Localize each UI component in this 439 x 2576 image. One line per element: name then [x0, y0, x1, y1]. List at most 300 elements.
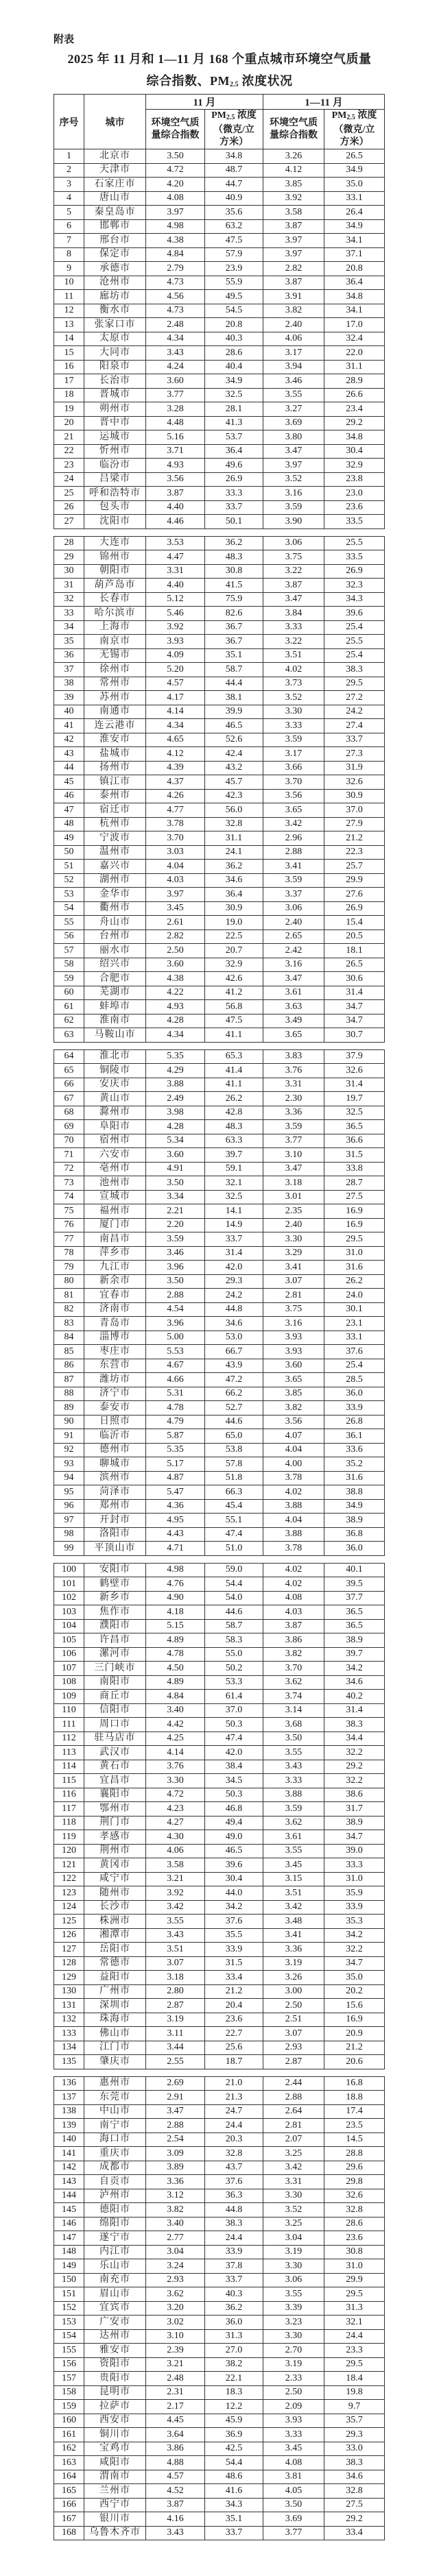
- header-city: 城市: [84, 95, 146, 149]
- table-row: [54, 1485, 385, 1500]
- cell-city: 日照市: [84, 1415, 146, 1429]
- cell-jannov-index: 3.56: [263, 789, 324, 803]
- cell-no: 147: [54, 2231, 84, 2246]
- cell-jannov-pm: 23.6: [324, 500, 385, 515]
- cell-no: 157: [54, 2372, 84, 2386]
- header-pm25-line2: （微克/立: [333, 125, 375, 135]
- cell-jannov-index: 3.52: [263, 472, 324, 487]
- cell-nov-index: 3.60: [146, 958, 205, 972]
- cell-no: 1: [54, 149, 84, 164]
- cell-no: 58: [54, 958, 84, 972]
- table-page-1: [54, 94, 385, 529]
- cell-nov-index: 4.79: [146, 1415, 205, 1429]
- cell-jannov-pm: 22.3: [324, 845, 385, 860]
- cell-nov-index: 4.06: [146, 1844, 205, 1858]
- cell-nov-pm: 59.0: [205, 1563, 263, 1577]
- cell-no: 26: [54, 500, 84, 515]
- cell-nov-pm: 43.2: [205, 761, 263, 775]
- cell-no: 33: [54, 607, 84, 621]
- cell-city: 郑州市: [84, 1499, 146, 1514]
- cell-nov-index: 2.49: [146, 1092, 205, 1106]
- cell-no: 136: [54, 2076, 84, 2091]
- cell-no: 20: [54, 416, 84, 430]
- table-row: [54, 2133, 385, 2147]
- cell-city: 宿州市: [84, 1134, 146, 1148]
- cell-nov-index: 2.61: [146, 916, 205, 930]
- cell-no: 93: [54, 1457, 84, 1472]
- cell-nov-index: 5.87: [146, 1429, 205, 1444]
- cell-city: 朝阳市: [84, 564, 146, 579]
- cell-jannov-index: 3.25: [263, 2217, 324, 2231]
- cell-jannov-index: 3.52: [263, 691, 324, 705]
- cell-city: 阳泉市: [84, 360, 146, 374]
- cell-city: 绵阳市: [84, 2217, 146, 2231]
- cell-nov-index: 4.87: [146, 1471, 205, 1485]
- table-row: [54, 1619, 385, 1633]
- table-row: [54, 1499, 385, 1514]
- table-row: [54, 2175, 385, 2189]
- cell-city: 西安市: [84, 2414, 146, 2428]
- cell-nov-index: 3.51: [146, 1943, 205, 1957]
- cell-jannov-index: 3.62: [263, 1816, 324, 1830]
- cell-no: 75: [54, 1204, 84, 1219]
- cell-nov-pm: 35.1: [205, 2512, 263, 2527]
- cell-nov-pm: 51.8: [205, 1471, 263, 1485]
- cell-jannov-pm: 27.4: [324, 719, 385, 733]
- cell-nov-index: 4.34: [146, 719, 205, 733]
- cell-nov-pm: 44.7: [205, 178, 263, 192]
- cell-jannov-pm: 24.2: [324, 705, 385, 719]
- cell-nov-index: 4.89: [146, 1633, 205, 1648]
- table-row: [54, 1457, 385, 1472]
- cell-nov-index: 4.56: [146, 290, 205, 304]
- cell-nov-index: 4.43: [146, 1527, 205, 1542]
- cell-nov-index: 3.93: [146, 635, 205, 649]
- cell-no: 162: [54, 2442, 84, 2456]
- cell-nov-index: 3.92: [146, 620, 205, 635]
- cell-jannov-index: 4.08: [263, 1591, 324, 1605]
- cell-jannov-pm: 27.9: [324, 817, 385, 831]
- cell-no: 119: [54, 1830, 84, 1845]
- cell-jannov-index: 2.87: [263, 2055, 324, 2069]
- cell-no: 135: [54, 2055, 84, 2069]
- cell-nov-pm: 37.6: [205, 1915, 263, 1929]
- cell-city: 银川市: [84, 2512, 146, 2527]
- cell-no: 41: [54, 719, 84, 733]
- cell-city: 渭南市: [84, 2470, 146, 2484]
- table-row: [54, 761, 385, 775]
- cell-city: 南阳市: [84, 1675, 146, 1690]
- annex-label: 附表: [54, 34, 75, 45]
- cell-jannov-pm: 38.3: [324, 1718, 385, 1732]
- cell-city: 长治市: [84, 374, 146, 389]
- cell-jannov-pm: 29.9: [324, 873, 385, 888]
- cell-jannov-index: 2.30: [263, 1092, 324, 1106]
- cell-nov-pm: 30.4: [205, 1872, 263, 1886]
- cell-city: 海口市: [84, 2133, 146, 2147]
- cell-jannov-index: 3.41: [263, 860, 324, 874]
- cell-jannov-index: 3.82: [263, 1401, 324, 1415]
- cell-jannov-pm: 36.4: [324, 276, 385, 290]
- table-row: [54, 1690, 385, 1704]
- cell-no: 96: [54, 1499, 84, 1514]
- cell-no: 32: [54, 592, 84, 607]
- table-row: [54, 1527, 385, 1542]
- table-row: [54, 2027, 385, 2041]
- cell-nov-index: 2.31: [146, 2385, 205, 2400]
- cell-jannov-pm: 32.1: [324, 2316, 385, 2330]
- cell-no: 6: [54, 219, 84, 234]
- cell-nov-pm: 59.1: [205, 1162, 263, 1176]
- cell-jannov-index: 2.50: [263, 1999, 324, 2013]
- cell-jannov-pm: 34.8: [324, 290, 385, 304]
- cell-jannov-index: 3.60: [263, 1359, 324, 1373]
- table-row: [54, 635, 385, 649]
- cell-city: 衡水市: [84, 304, 146, 318]
- table-row: [54, 916, 385, 930]
- cell-nov-pm: 30.8: [205, 564, 263, 579]
- cell-jannov-index: 3.85: [263, 178, 324, 192]
- cell-jannov-pm: 18.4: [324, 2372, 385, 2386]
- cell-no: 82: [54, 1302, 84, 1317]
- cell-city: 商丘市: [84, 1690, 146, 1704]
- cell-nov-pm: 55.0: [205, 1647, 263, 1662]
- cell-nov-pm: 75.9: [205, 592, 263, 607]
- cell-city: 扬州市: [84, 761, 146, 775]
- cell-jannov-index: 3.19: [263, 1956, 324, 1971]
- cell-nov-pm: 41.1: [205, 1078, 263, 1092]
- cell-no: 63: [54, 1028, 84, 1043]
- table-row: [54, 262, 385, 276]
- cell-city: 吕梁市: [84, 472, 146, 487]
- cell-nov-pm: 56.0: [205, 803, 263, 818]
- table-row: [54, 2287, 385, 2302]
- cell-no: 2: [54, 163, 84, 178]
- table-row: [54, 648, 385, 663]
- cell-no: 51: [54, 860, 84, 874]
- cell-jannov-index: 3.93: [263, 2414, 324, 2428]
- cell-jannov-index: 3.06: [263, 901, 324, 916]
- cell-jannov-pm: 33.9: [324, 1401, 385, 1415]
- table-row: [54, 332, 385, 346]
- cell-jannov-pm: 25.5: [324, 536, 385, 550]
- cell-nov-index: 3.50: [146, 1176, 205, 1191]
- cell-jannov-pm: 15.4: [324, 916, 385, 930]
- cell-city: 安阳市: [84, 1563, 146, 1577]
- cell-city: 东营市: [84, 1359, 146, 1373]
- cell-city: 石家庄市: [84, 178, 146, 192]
- cell-no: 7: [54, 234, 84, 248]
- cell-jannov-pm: 34.7: [324, 1956, 385, 1971]
- table-row: [54, 1345, 385, 1359]
- table-row: [54, 2091, 385, 2105]
- cell-jannov-index: 4.07: [263, 1429, 324, 1444]
- table-row: [54, 416, 385, 430]
- table-row: [54, 1162, 385, 1176]
- cell-nov-index: 4.77: [146, 803, 205, 818]
- cell-nov-pm: 47.4: [205, 1731, 263, 1746]
- page-title-line2: [0, 71, 439, 89]
- cell-nov-index: 4.24: [146, 360, 205, 374]
- table-row: [54, 1591, 385, 1605]
- table-row: [54, 1049, 385, 1064]
- cell-city: 滁州市: [84, 1106, 146, 1120]
- table-row: [54, 1190, 385, 1204]
- cell-jannov-index: 3.97: [263, 234, 324, 248]
- cell-nov-pm: 37.0: [205, 1703, 263, 1718]
- cell-jannov-pm: 38.3: [324, 663, 385, 677]
- cell-nov-pm: 65.3: [205, 1049, 263, 1064]
- cell-jannov-index: 3.19: [263, 2245, 324, 2259]
- cell-jannov-pm: 18.1: [324, 944, 385, 958]
- table-row: [54, 607, 385, 621]
- cell-jannov-pm: 18.8: [324, 2091, 385, 2105]
- table-row: [54, 2385, 385, 2400]
- cell-no: 27: [54, 515, 84, 529]
- table-row: [54, 733, 385, 747]
- cell-city: 宜春市: [84, 1289, 146, 1303]
- cell-jannov-pm: 29.5: [324, 2357, 385, 2372]
- table-row: [54, 1915, 385, 1929]
- cell-jannov-pm: 38.6: [324, 1788, 385, 1802]
- cell-nov-pm: 49.0: [205, 1830, 263, 1845]
- cell-jannov-pm: 16.8: [324, 2076, 385, 2091]
- cell-nov-index: 4.72: [146, 163, 205, 178]
- cell-nov-pm: 22.1: [205, 2372, 263, 2386]
- table-row: [54, 2301, 385, 2316]
- cell-jannov-index: 3.80: [263, 430, 324, 445]
- cell-jannov-index: 3.23: [263, 2316, 324, 2330]
- cell-jannov-index: 3.69: [263, 416, 324, 430]
- table-row: [54, 2013, 385, 2027]
- cell-no: 158: [54, 2385, 84, 2400]
- cell-city: 南京市: [84, 635, 146, 649]
- table-row: [54, 1028, 385, 1043]
- cell-jannov-pm: 28.8: [324, 2147, 385, 2161]
- cell-jannov-index: 3.22: [263, 635, 324, 649]
- table-row: [54, 234, 385, 248]
- table-row: [54, 845, 385, 860]
- cell-nov-pm: 46.5: [205, 719, 263, 733]
- table-row: [54, 1176, 385, 1191]
- cell-nov-pm: 33.7: [205, 500, 263, 515]
- cell-jannov-index: 3.26: [263, 149, 324, 164]
- cell-nov-pm: 51.0: [205, 1542, 263, 1556]
- cell-nov-pm: 34.6: [205, 873, 263, 888]
- cell-nov-pm: 40.3: [205, 332, 263, 346]
- cell-city: 邢台市: [84, 234, 146, 248]
- cell-no: 128: [54, 1956, 84, 1971]
- cell-nov-index: 2.88: [146, 2119, 205, 2133]
- table-row: [54, 747, 385, 762]
- cell-city: 福州市: [84, 1204, 146, 1219]
- cell-no: 144: [54, 2189, 84, 2203]
- cell-nov-pm: 44.4: [205, 677, 263, 691]
- cell-city: 江门市: [84, 2041, 146, 2055]
- cell-nov-pm: 49.4: [205, 1816, 263, 1830]
- cell-no: 98: [54, 1527, 84, 1542]
- cell-jannov-index: 3.36: [263, 1943, 324, 1957]
- cell-jannov-index: 3.47: [263, 972, 324, 986]
- cell-jannov-index: 3.61: [263, 1830, 324, 1845]
- header-pm25-line3: 方米）: [220, 137, 248, 147]
- cell-nov-index: 4.08: [146, 191, 205, 206]
- cell-jannov-index: 3.27: [263, 402, 324, 417]
- cell-jannov-pm: 37.0: [324, 803, 385, 818]
- cell-nov-index: 3.55: [146, 1915, 205, 1929]
- cell-nov-index: 2.48: [146, 318, 205, 332]
- cell-city: 新余市: [84, 1274, 146, 1289]
- cell-jannov-index: 4.02: [263, 663, 324, 677]
- cell-no: 56: [54, 929, 84, 944]
- cell-nov-index: 4.03: [146, 873, 205, 888]
- table-row: [54, 901, 385, 916]
- cell-nov-pm: 45.9: [205, 2414, 263, 2428]
- cell-jannov-pm: 15.6: [324, 1999, 385, 2013]
- cell-jannov-pm: 32.9: [324, 459, 385, 473]
- cell-jannov-index: 2.33: [263, 2372, 324, 2386]
- cell-nov-pm: 52.7: [205, 1401, 263, 1415]
- table-row: [54, 2189, 385, 2203]
- cell-jannov-pm: 23.5: [324, 2119, 385, 2133]
- table-row: [54, 2055, 385, 2069]
- cell-city: 常州市: [84, 677, 146, 691]
- cell-jannov-index: 3.73: [263, 677, 324, 691]
- cell-nov-index: 3.12: [146, 2189, 205, 2203]
- cell-no: 38: [54, 677, 84, 691]
- cell-city: 广州市: [84, 1984, 146, 1999]
- cell-nov-index: 2.21: [146, 1204, 205, 1219]
- cell-city: 咸阳市: [84, 2456, 146, 2470]
- cell-city: 锦州市: [84, 550, 146, 565]
- cell-city: 泸州市: [84, 2189, 146, 2203]
- cell-nov-pm: 23.6: [205, 2013, 263, 2027]
- cell-nov-index: 3.76: [146, 1760, 205, 1774]
- cell-city: 濮阳市: [84, 1619, 146, 1633]
- cell-jannov-index: 3.88: [263, 1499, 324, 1514]
- cell-jannov-index: 3.16: [263, 958, 324, 972]
- cell-jannov-pm: 20.2: [324, 1984, 385, 1999]
- cell-nov-pm: 34.6: [205, 1317, 263, 1331]
- cell-nov-pm: 24.1: [205, 845, 263, 860]
- cell-jannov-index: 3.58: [263, 206, 324, 220]
- table-row: [54, 789, 385, 803]
- header-pm25: [205, 110, 263, 149]
- cell-no: 60: [54, 986, 84, 1000]
- cell-nov-pm: 30.9: [205, 901, 263, 916]
- cell-nov-index: 3.43: [146, 2526, 205, 2540]
- cell-nov-index: 4.38: [146, 972, 205, 986]
- cell-city: 厦门市: [84, 1218, 146, 1232]
- cell-city: 铜川市: [84, 2428, 146, 2442]
- cell-jannov-pm: 25.4: [324, 648, 385, 663]
- cell-nov-index: 3.97: [146, 888, 205, 902]
- cell-jannov-index: 3.88: [263, 1788, 324, 1802]
- table-row: [54, 986, 385, 1000]
- cell-no: 106: [54, 1647, 84, 1662]
- table-row: [54, 1816, 385, 1830]
- cell-no: 129: [54, 1971, 84, 1985]
- cell-no: 39: [54, 691, 84, 705]
- table-row: [54, 430, 385, 445]
- cell-city: 葫芦岛市: [84, 579, 146, 593]
- cell-jannov-pm: 30.8: [324, 2245, 385, 2259]
- table-row: [54, 2217, 385, 2231]
- cell-city: 佛山市: [84, 2027, 146, 2041]
- cell-no: 81: [54, 1289, 84, 1303]
- cell-city: 株洲市: [84, 1915, 146, 1929]
- cell-no: 59: [54, 972, 84, 986]
- cell-no: 99: [54, 1542, 84, 1556]
- cell-no: 66: [54, 1078, 84, 1092]
- cell-nov-pm: 63.3: [205, 1134, 263, 1148]
- cell-nov-pm: 32.5: [205, 1190, 263, 1204]
- cell-jannov-pm: 34.9: [324, 1499, 385, 1514]
- cell-jannov-index: 3.06: [263, 2273, 324, 2287]
- cell-jannov-index: 3.01: [263, 1190, 324, 1204]
- cell-jannov-index: 3.41: [263, 1261, 324, 1275]
- cell-no: 49: [54, 831, 84, 846]
- cell-jannov-pm: 22.0: [324, 346, 385, 361]
- cell-nov-index: 3.64: [146, 2428, 205, 2442]
- cell-city: 肇庆市: [84, 2055, 146, 2069]
- cell-nov-pm: 53.3: [205, 1675, 263, 1690]
- cell-no: 152: [54, 2301, 84, 2316]
- cell-nov-pm: 53.0: [205, 1330, 263, 1345]
- cell-nov-pm: 63.2: [205, 219, 263, 234]
- cell-city: 益阳市: [84, 1971, 146, 1985]
- cell-jannov-index: 3.42: [263, 817, 324, 831]
- cell-nov-pm: 50.2: [205, 1662, 263, 1676]
- cell-nov-index: 2.82: [146, 929, 205, 944]
- cell-no: 156: [54, 2357, 84, 2372]
- cell-nov-index: 3.28: [146, 402, 205, 417]
- cell-no: 10: [54, 276, 84, 290]
- cell-jannov-pm: 27.2: [324, 691, 385, 705]
- cell-no: 9: [54, 262, 84, 276]
- cell-nov-index: 4.93: [146, 459, 205, 473]
- table-row: [54, 1471, 385, 1485]
- table-page-2: [54, 536, 385, 1043]
- cell-jannov-pm: 30.1: [324, 1302, 385, 1317]
- cell-jannov-index: 3.56: [263, 1415, 324, 1429]
- cell-jannov-index: 3.33: [263, 620, 324, 635]
- cell-jannov-index: 3.06: [263, 536, 324, 550]
- table-row: [54, 1774, 385, 1788]
- cell-nov-pm: 49.5: [205, 290, 263, 304]
- cell-nov-index: 4.09: [146, 648, 205, 663]
- cell-nov-pm: 26.2: [205, 1092, 263, 1106]
- cell-city: 杭州市: [84, 817, 146, 831]
- cell-nov-index: 4.46: [146, 515, 205, 529]
- cell-jannov-pm: 34.7: [324, 1830, 385, 1845]
- cell-jannov-index: 3.26: [263, 1971, 324, 1985]
- cell-nov-index: 3.43: [146, 346, 205, 361]
- cell-no: 35: [54, 635, 84, 649]
- cell-jannov-pm: 31.9: [324, 761, 385, 775]
- cell-jannov-pm: 31.0: [324, 1246, 385, 1261]
- cell-nov-index: 4.52: [146, 2484, 205, 2499]
- cell-nov-pm: 54.0: [205, 1591, 263, 1605]
- cell-jannov-pm: 19.7: [324, 1092, 385, 1106]
- cell-nov-index: 3.77: [146, 388, 205, 402]
- cell-no: 3: [54, 178, 84, 192]
- cell-nov-pm: 66.7: [205, 1345, 263, 1359]
- cell-nov-index: 4.48: [146, 416, 205, 430]
- cell-jannov-pm: 25.4: [324, 620, 385, 635]
- cell-nov-index: 3.87: [146, 2498, 205, 2512]
- cell-no: 25: [54, 487, 84, 501]
